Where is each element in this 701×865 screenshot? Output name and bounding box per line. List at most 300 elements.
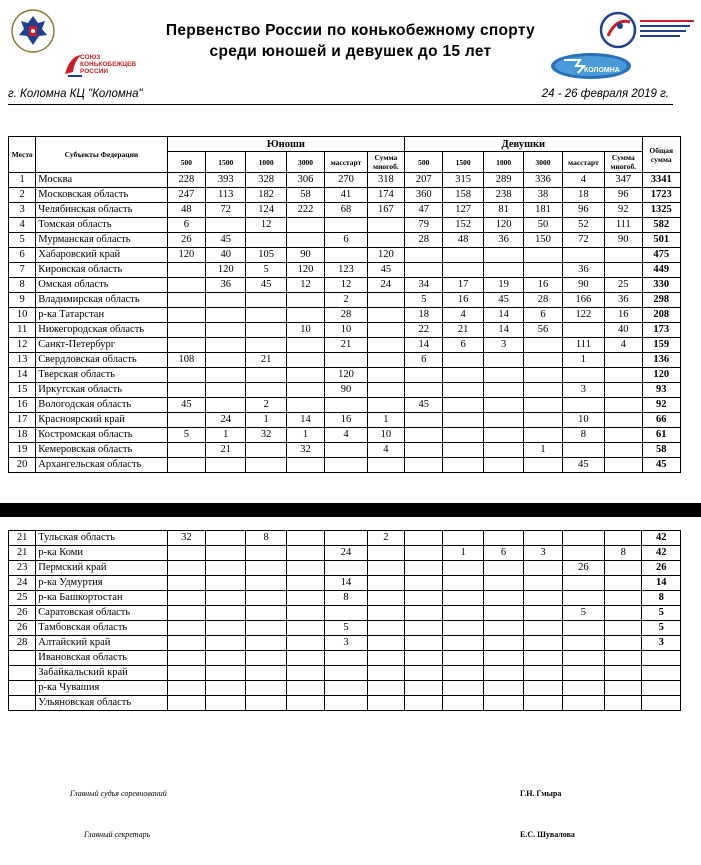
- subject-name-cell: Вологодская область: [36, 398, 167, 413]
- girls-score-cell: [524, 263, 562, 278]
- girls-score-cell: 50: [524, 218, 562, 233]
- table-row: [9, 696, 681, 711]
- girls-score-cell: 25: [605, 278, 642, 293]
- boys-score-cell: [246, 458, 286, 473]
- girls-score-cell: [483, 576, 523, 591]
- girls-score-cell: [443, 696, 483, 711]
- subject-name-cell: р-ка Татарстан: [36, 308, 167, 323]
- girls-score-cell: [443, 383, 483, 398]
- col-subject-header: Субъекты Федерации: [36, 137, 167, 173]
- boys-score-cell: 12: [286, 278, 324, 293]
- girls-score-cell: [524, 606, 562, 621]
- boys-score-cell: [367, 696, 404, 711]
- boys-subcol-header: Сумма многоб.: [367, 152, 404, 173]
- boys-score-cell: [286, 218, 324, 233]
- boys-score-cell: [167, 338, 205, 353]
- boys-score-cell: [246, 383, 286, 398]
- place-cell: [9, 696, 36, 711]
- boys-score-cell: 24: [206, 413, 246, 428]
- boys-subcol-header: 3000: [286, 152, 324, 173]
- girls-score-cell: 5: [405, 293, 443, 308]
- girls-score-cell: 150: [524, 233, 562, 248]
- girls-score-cell: [562, 531, 604, 546]
- girls-score-cell: [443, 576, 483, 591]
- boys-score-cell: [286, 621, 324, 636]
- girls-score-cell: [605, 621, 642, 636]
- boys-score-cell: [367, 293, 404, 308]
- subject-name-cell: Забайкальский край: [36, 666, 167, 681]
- girls-score-cell: [605, 576, 642, 591]
- girls-score-cell: [405, 636, 443, 651]
- girls-score-cell: [605, 606, 642, 621]
- place-cell: 9: [9, 293, 36, 308]
- results-table-part2: [8, 530, 681, 711]
- table-row: [9, 368, 681, 383]
- girls-score-cell: [443, 248, 483, 263]
- boys-score-cell: 1: [286, 428, 324, 443]
- union-text-1: СОЮЗ: [80, 54, 101, 61]
- girls-score-cell: [405, 651, 443, 666]
- table-row: [9, 443, 681, 458]
- subject-name-cell: Мурманская область: [36, 233, 167, 248]
- subject-name-cell: Ивановская область: [36, 651, 167, 666]
- header-divider: [8, 104, 673, 105]
- kolomna-logo-text: КОЛОМНА: [584, 67, 620, 74]
- girls-score-cell: 315: [443, 173, 483, 188]
- place-cell: 5: [9, 233, 36, 248]
- table-row: [9, 383, 681, 398]
- total-cell: 136: [642, 353, 681, 368]
- boys-score-cell: [286, 338, 324, 353]
- table-row: [9, 621, 681, 636]
- girls-score-cell: 111: [605, 218, 642, 233]
- girls-score-cell: 127: [443, 203, 483, 218]
- subject-name-cell: Свердловская область: [36, 353, 167, 368]
- table-row: [9, 398, 681, 413]
- girls-score-cell: [405, 368, 443, 383]
- girls-score-cell: [605, 368, 642, 383]
- boys-score-cell: [167, 561, 205, 576]
- place-cell: [9, 666, 36, 681]
- boys-score-cell: 21: [246, 353, 286, 368]
- boys-score-cell: [325, 561, 367, 576]
- boys-score-cell: 6: [167, 218, 205, 233]
- total-cell: 5: [642, 621, 681, 636]
- boys-score-cell: 328: [246, 173, 286, 188]
- boys-score-cell: 222: [286, 203, 324, 218]
- girls-score-cell: [524, 681, 562, 696]
- place-cell: 16: [9, 398, 36, 413]
- boys-score-cell: 48: [167, 203, 205, 218]
- girls-score-cell: 47: [405, 203, 443, 218]
- girls-score-cell: 5: [562, 606, 604, 621]
- girls-score-cell: 28: [524, 293, 562, 308]
- subject-name-cell: Саратовская область: [36, 606, 167, 621]
- girls-score-cell: [562, 323, 604, 338]
- boys-score-cell: [246, 546, 286, 561]
- boys-score-cell: [367, 398, 404, 413]
- girls-score-cell: [443, 606, 483, 621]
- table-row: [9, 576, 681, 591]
- subject-name-cell: Московская область: [36, 188, 167, 203]
- table-row: [9, 293, 681, 308]
- girls-score-cell: 92: [605, 203, 642, 218]
- girls-score-cell: 96: [605, 188, 642, 203]
- boys-score-cell: 72: [206, 203, 246, 218]
- boys-score-cell: [286, 353, 324, 368]
- table-row: [9, 338, 681, 353]
- boys-score-cell: [286, 561, 324, 576]
- girls-score-cell: [524, 338, 562, 353]
- boys-score-cell: [246, 323, 286, 338]
- girls-score-cell: 16: [524, 278, 562, 293]
- girls-score-cell: [483, 443, 523, 458]
- girls-score-cell: [562, 368, 604, 383]
- girls-score-cell: [605, 561, 642, 576]
- subject-name-cell: Тамбовская область: [36, 621, 167, 636]
- boys-score-cell: 5: [325, 621, 367, 636]
- girls-score-cell: [443, 353, 483, 368]
- boys-score-cell: 5: [167, 428, 205, 443]
- girls-score-cell: [605, 413, 642, 428]
- girls-score-cell: 4: [562, 173, 604, 188]
- girls-score-cell: [405, 413, 443, 428]
- boys-score-cell: 120: [325, 368, 367, 383]
- girls-score-cell: [405, 576, 443, 591]
- boys-score-cell: [246, 561, 286, 576]
- subject-name-cell: Кировская область: [36, 263, 167, 278]
- boys-score-cell: [206, 666, 246, 681]
- boys-score-cell: 45: [167, 398, 205, 413]
- girls-score-cell: [443, 428, 483, 443]
- union-text-3: РОССИИ: [80, 68, 109, 75]
- table-row: [9, 546, 681, 561]
- total-cell: [642, 651, 681, 666]
- place-cell: 11: [9, 323, 36, 338]
- table-row: [9, 606, 681, 621]
- girls-score-cell: [483, 591, 523, 606]
- boys-score-cell: [246, 293, 286, 308]
- boys-score-cell: [246, 621, 286, 636]
- page-break-bar: [0, 503, 701, 517]
- boys-score-cell: [367, 606, 404, 621]
- girls-score-cell: [562, 248, 604, 263]
- boys-score-cell: [167, 383, 205, 398]
- place-cell: [9, 651, 36, 666]
- girls-score-cell: [524, 413, 562, 428]
- girls-score-cell: [562, 398, 604, 413]
- girls-subcol-header: 3000: [524, 152, 562, 173]
- girls-score-cell: 238: [483, 188, 523, 203]
- place-cell: 17: [9, 413, 36, 428]
- chief-judge-label: Главный судья соревнований: [70, 789, 167, 798]
- boys-score-cell: [325, 443, 367, 458]
- boys-score-cell: 124: [246, 203, 286, 218]
- boys-score-cell: 28: [325, 308, 367, 323]
- boys-score-cell: [206, 696, 246, 711]
- boys-score-cell: [167, 308, 205, 323]
- table-row: [9, 203, 681, 218]
- boys-score-cell: [367, 368, 404, 383]
- boys-score-cell: [206, 636, 246, 651]
- girls-score-cell: [605, 383, 642, 398]
- total-cell: 45: [642, 458, 681, 473]
- place-cell: 14: [9, 368, 36, 383]
- place-cell: 3: [9, 203, 36, 218]
- girls-score-cell: [443, 591, 483, 606]
- girls-score-cell: [443, 651, 483, 666]
- boys-score-cell: [167, 323, 205, 338]
- boys-score-cell: 12: [325, 278, 367, 293]
- girls-score-cell: 45: [562, 458, 604, 473]
- girls-score-cell: [562, 666, 604, 681]
- girls-score-cell: 336: [524, 173, 562, 188]
- total-cell: 66: [642, 413, 681, 428]
- girls-score-cell: 8: [562, 428, 604, 443]
- table-row: [9, 681, 681, 696]
- place-cell: 10: [9, 308, 36, 323]
- total-cell: 58: [642, 443, 681, 458]
- boys-score-cell: [367, 636, 404, 651]
- girls-score-cell: 18: [405, 308, 443, 323]
- boys-score-cell: 105: [246, 248, 286, 263]
- girls-score-cell: 14: [483, 323, 523, 338]
- table-row: [9, 531, 681, 546]
- girls-score-cell: [605, 651, 642, 666]
- boys-score-cell: 45: [246, 278, 286, 293]
- boys-score-cell: [325, 666, 367, 681]
- girls-score-cell: 96: [562, 203, 604, 218]
- boys-score-cell: 270: [325, 173, 367, 188]
- place-cell: 15: [9, 383, 36, 398]
- boys-subcol-header: масстарт: [325, 152, 367, 173]
- girls-score-cell: [443, 398, 483, 413]
- girls-score-cell: 14: [405, 338, 443, 353]
- boys-score-cell: 174: [367, 188, 404, 203]
- boys-score-cell: 36: [206, 278, 246, 293]
- subject-name-cell: Челябинская область: [36, 203, 167, 218]
- place-cell: 26: [9, 606, 36, 621]
- girls-score-cell: [405, 428, 443, 443]
- boys-score-cell: [367, 233, 404, 248]
- girls-score-cell: [605, 666, 642, 681]
- place-cell: 21: [9, 546, 36, 561]
- girls-score-cell: 45: [405, 398, 443, 413]
- boys-score-cell: 167: [367, 203, 404, 218]
- girls-score-cell: [483, 651, 523, 666]
- boys-score-cell: [167, 606, 205, 621]
- boys-score-cell: 68: [325, 203, 367, 218]
- girls-score-cell: [524, 248, 562, 263]
- boys-score-cell: 5: [246, 263, 286, 278]
- boys-score-cell: 32: [246, 428, 286, 443]
- boys-group-header: Юноши: [167, 137, 404, 152]
- girls-score-cell: [524, 696, 562, 711]
- boys-score-cell: [367, 308, 404, 323]
- table-row: [9, 561, 681, 576]
- girls-score-cell: [524, 428, 562, 443]
- boys-subcol-header: 1000: [246, 152, 286, 173]
- girls-score-cell: [605, 458, 642, 473]
- girls-score-cell: [443, 561, 483, 576]
- girls-score-cell: [443, 413, 483, 428]
- girls-score-cell: [483, 531, 523, 546]
- girls-score-cell: 48: [443, 233, 483, 248]
- girls-score-cell: [483, 428, 523, 443]
- boys-score-cell: [246, 681, 286, 696]
- girls-score-cell: 1: [562, 353, 604, 368]
- subject-name-cell: Томская область: [36, 218, 167, 233]
- girls-score-cell: 166: [562, 293, 604, 308]
- girls-score-cell: [524, 353, 562, 368]
- total-cell: 42: [642, 546, 681, 561]
- boys-score-cell: [206, 591, 246, 606]
- boys-score-cell: 1: [206, 428, 246, 443]
- table-row: [9, 248, 681, 263]
- girls-score-cell: 19: [483, 278, 523, 293]
- table-row: [9, 173, 681, 188]
- boys-score-cell: 21: [206, 443, 246, 458]
- boys-score-cell: [246, 576, 286, 591]
- boys-score-cell: 247: [167, 188, 205, 203]
- girls-score-cell: [562, 443, 604, 458]
- girls-score-cell: [524, 368, 562, 383]
- girls-score-cell: 34: [405, 278, 443, 293]
- total-cell: 120: [642, 368, 681, 383]
- boys-score-cell: [367, 591, 404, 606]
- girls-score-cell: [443, 621, 483, 636]
- table-row: [9, 428, 681, 443]
- boys-score-cell: [167, 546, 205, 561]
- boys-score-cell: 228: [167, 173, 205, 188]
- boys-score-cell: 1: [367, 413, 404, 428]
- girls-score-cell: [443, 636, 483, 651]
- girls-score-cell: [524, 636, 562, 651]
- place-cell: 23: [9, 561, 36, 576]
- girls-group-header: Девушки: [405, 137, 642, 152]
- boys-score-cell: 2: [246, 398, 286, 413]
- girls-score-cell: 1: [443, 546, 483, 561]
- boys-score-cell: 10: [286, 323, 324, 338]
- boys-score-cell: [206, 293, 246, 308]
- boys-score-cell: [367, 323, 404, 338]
- boys-score-cell: [286, 696, 324, 711]
- subject-name-cell: Тульская область: [36, 531, 167, 546]
- girls-score-cell: 347: [605, 173, 642, 188]
- boys-score-cell: [286, 233, 324, 248]
- chief-judge-name: Г.Н. Гмыра: [520, 789, 562, 798]
- total-cell: 5: [642, 606, 681, 621]
- boys-score-cell: [246, 651, 286, 666]
- col-total-header: Общая сумма: [642, 137, 681, 173]
- chief-secretary-label: Главный секретарь: [84, 830, 151, 839]
- boys-score-cell: [325, 651, 367, 666]
- girls-score-cell: 111: [562, 338, 604, 353]
- total-cell: 208: [642, 308, 681, 323]
- total-cell: 159: [642, 338, 681, 353]
- girls-score-cell: [405, 666, 443, 681]
- boys-score-cell: [286, 666, 324, 681]
- boys-score-cell: [367, 576, 404, 591]
- boys-score-cell: 90: [325, 383, 367, 398]
- girls-score-cell: [605, 591, 642, 606]
- boys-score-cell: 1: [246, 413, 286, 428]
- boys-score-cell: [206, 323, 246, 338]
- boys-score-cell: 90: [286, 248, 324, 263]
- girls-score-cell: [443, 368, 483, 383]
- girls-score-cell: 181: [524, 203, 562, 218]
- girls-score-cell: 152: [443, 218, 483, 233]
- boys-score-cell: 4: [325, 428, 367, 443]
- place-cell: 8: [9, 278, 36, 293]
- girls-score-cell: 16: [443, 293, 483, 308]
- total-cell: 93: [642, 383, 681, 398]
- boys-score-cell: [286, 368, 324, 383]
- boys-score-cell: 40: [206, 248, 246, 263]
- table-row: [9, 263, 681, 278]
- girls-score-cell: [405, 561, 443, 576]
- table-row: [9, 188, 681, 203]
- girls-score-cell: [605, 263, 642, 278]
- girls-score-cell: 6: [483, 546, 523, 561]
- total-cell: 501: [642, 233, 681, 248]
- subject-name-cell: Владимирская область: [36, 293, 167, 308]
- boys-score-cell: 3: [325, 636, 367, 651]
- boys-score-cell: [206, 353, 246, 368]
- girls-score-cell: [483, 666, 523, 681]
- girls-score-cell: [483, 606, 523, 621]
- girls-score-cell: [405, 681, 443, 696]
- total-cell: 330: [642, 278, 681, 293]
- girls-score-cell: [562, 636, 604, 651]
- girls-score-cell: [562, 681, 604, 696]
- boys-score-cell: 4: [367, 443, 404, 458]
- table-row: [9, 591, 681, 606]
- boys-score-cell: [246, 233, 286, 248]
- boys-score-cell: [246, 368, 286, 383]
- girls-score-cell: [605, 353, 642, 368]
- girls-score-cell: [562, 651, 604, 666]
- place-cell: 19: [9, 443, 36, 458]
- girls-score-cell: [483, 458, 523, 473]
- girls-score-cell: 18: [562, 188, 604, 203]
- boys-score-cell: 120: [206, 263, 246, 278]
- girls-score-cell: [605, 428, 642, 443]
- girls-score-cell: [405, 621, 443, 636]
- place-cell: 28: [9, 636, 36, 651]
- boys-score-cell: 41: [325, 188, 367, 203]
- boys-score-cell: [367, 621, 404, 636]
- boys-subcol-header: 1500: [206, 152, 246, 173]
- girls-subcol-header: 500: [405, 152, 443, 173]
- girls-score-cell: [405, 248, 443, 263]
- girls-score-cell: [405, 263, 443, 278]
- girls-score-cell: 26: [562, 561, 604, 576]
- girls-score-cell: [605, 531, 642, 546]
- boys-score-cell: [286, 531, 324, 546]
- boys-score-cell: [167, 443, 205, 458]
- place-cell: 6: [9, 248, 36, 263]
- girls-score-cell: 3: [562, 383, 604, 398]
- subject-name-cell: Архангельская область: [36, 458, 167, 473]
- subject-name-cell: Костромская область: [36, 428, 167, 443]
- boys-score-cell: 8: [246, 531, 286, 546]
- place-cell: 24: [9, 576, 36, 591]
- girls-score-cell: [443, 666, 483, 681]
- total-cell: 298: [642, 293, 681, 308]
- boys-score-cell: [325, 248, 367, 263]
- girls-score-cell: [562, 696, 604, 711]
